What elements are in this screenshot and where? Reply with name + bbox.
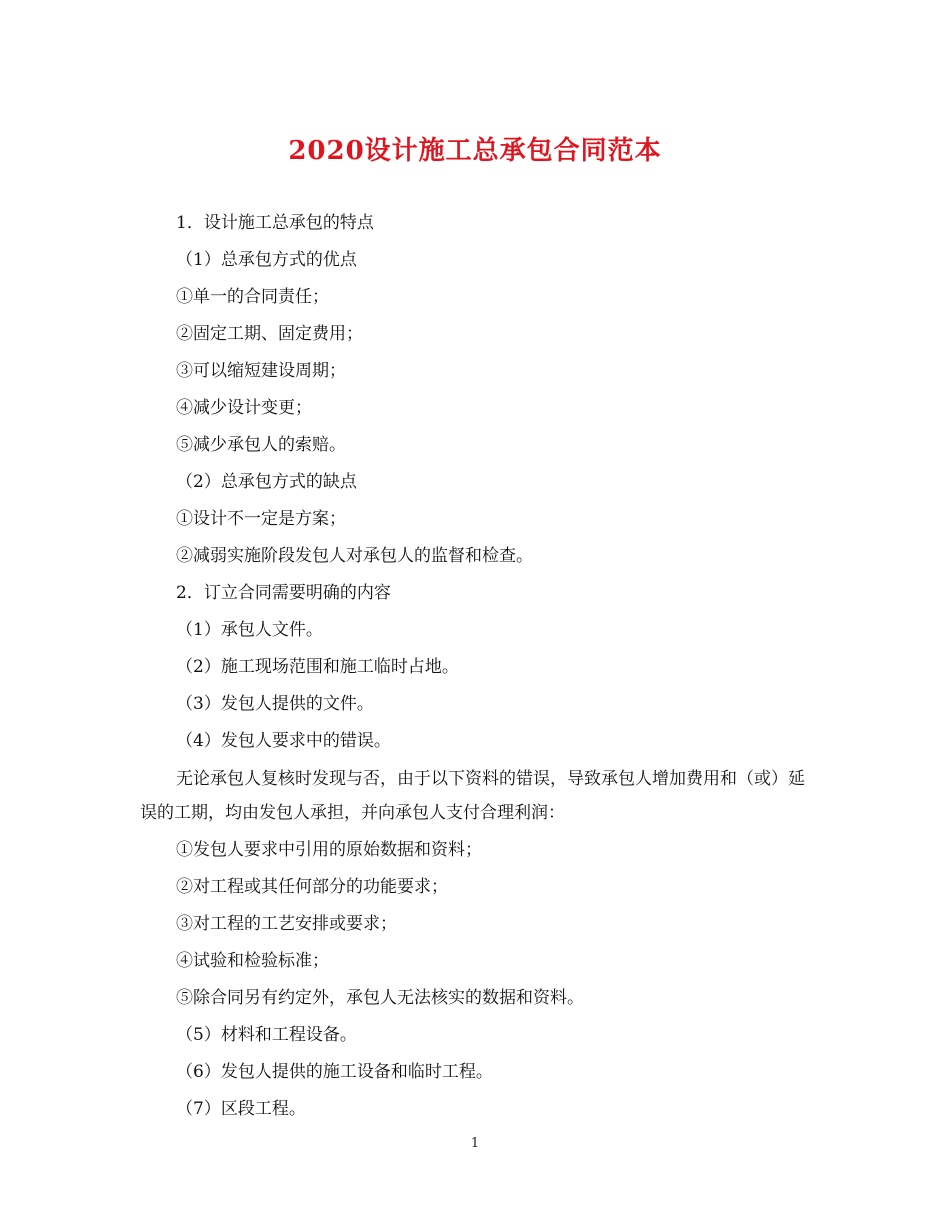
paragraph: （1）总承包方式的优点 (176, 250, 357, 270)
paragraph: ④试验和检验标准； (176, 951, 329, 971)
paragraph: 无论承包人复核时发现与否，由于以下资料的错误，导致承包人增加费用和（或）延误的工期，均由发包人承担，并向承包人支付合理利润： (140, 769, 805, 823)
paragraph: （4）发包人要求中的错误。 (176, 731, 391, 751)
paragraph: ②固定工期、固定费用； (176, 324, 363, 344)
document-body (140, 205, 808, 1128)
paragraph: ⑤减少承包人的索赔。 (176, 435, 346, 455)
paragraph: ①发包人要求中引用的原始数据和资料； (176, 840, 482, 860)
paragraph: （2）施工现场范围和施工临时占地。 (176, 657, 459, 677)
page-number: 1 (470, 1136, 480, 1151)
paragraph: ①单一的合同责任； (176, 287, 329, 307)
paragraph: ⑤除合同另有约定外，承包人无法核实的数据和资料。 (176, 988, 584, 1008)
paragraph: ③对工程的工艺安排或要求； (176, 914, 397, 934)
paragraph: ②对工程或其任何部分的功能要求； (176, 877, 448, 897)
paragraph: ④减少设计变更； (176, 398, 312, 418)
paragraph: （7）区段工程。 (176, 1099, 306, 1119)
paragraph: ②减弱实施阶段发包人对承包人的监督和检查。 (176, 546, 533, 566)
paragraph: 1．设计施工总承包的特点 (176, 213, 374, 233)
paragraph: （6）发包人提供的施工设备和临时工程。 (176, 1062, 493, 1082)
paragraph: （5）材料和工程设备。 (176, 1025, 357, 1045)
paragraph: （2）总承包方式的缺点 (176, 472, 357, 492)
paragraph: ③可以缩短建设周期； (176, 361, 346, 381)
document-title: 2020设计施工总承包合同范本 (288, 136, 662, 166)
paragraph: 2．订立合同需要明确的内容 (176, 583, 391, 603)
paragraph: （1）承包人文件。 (176, 620, 323, 640)
paragraph: （3）发包人提供的文件。 (176, 694, 374, 714)
paragraph: ①设计不一定是方案； (176, 509, 346, 529)
